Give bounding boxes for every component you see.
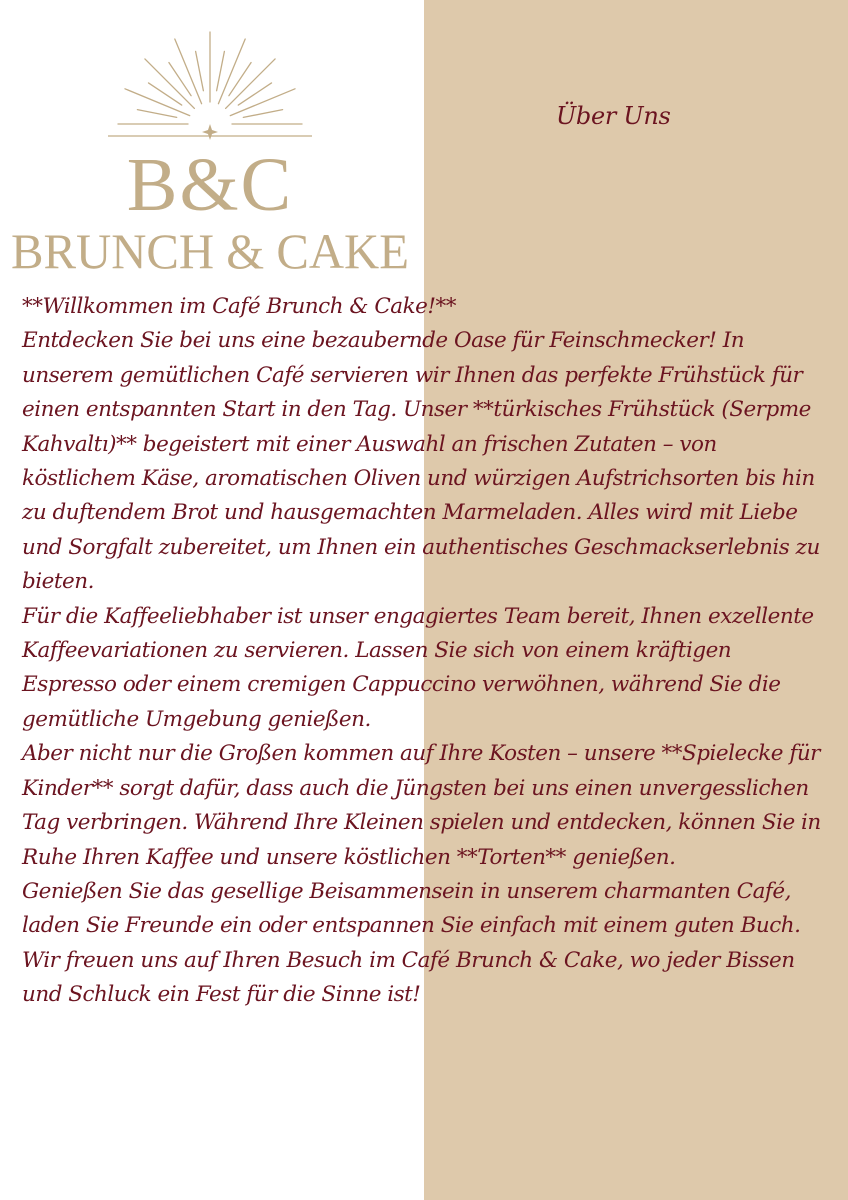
kids-paragraph: Aber nicht nur die Großen kommen auf Ihre Kosten – unsere **Spielecke für Kinder** sorgt dafür, dass auch die Jüngsten bei uns einen unvergesslichen Tag verbringen. Während Ihre Kleinen spielen und entdecken, können Sie in Ruhe Ihren Kaffee und unsere köstlichen **Torten** genießen. [22,741,821,870]
logo-graphic [0,20,420,280]
about-text [22,290,822,1013]
brunch-cake-logo [0,20,420,280]
sun-ray [125,89,190,116]
closing-paragraph: Genießen Sie das gesellige Beisammensein in unserem charmanten Café, laden Sie Freunde ein oder entspannen Sie einfach mit einem guten Buch. Wir freuen uns auf Ihren Besuch im Café Brunch & Cake, wo jeder Bissen und Schluck ein Fest für die Sinne ist! [22,878,801,1008]
sun-ray [238,83,271,105]
sun-ray [175,39,202,104]
sun-ray [196,51,204,90]
sun-ray [145,59,195,109]
sparkle-icon [202,124,218,140]
sun-ray [137,110,176,118]
welcome-paragraph: **Willkommen im Café Brunch & Cake!** [22,294,457,319]
sun-ray [229,63,251,96]
sun-ray [218,39,245,104]
page-title: Über Uns [556,102,671,130]
sun-ray [243,110,282,118]
sun-ray [217,51,225,90]
sun-ray [230,89,295,116]
sun-ray [226,59,276,109]
coffee-paragraph: Für die Kaffeeliebhaber ist unser engagiertes Team bereit, Ihnen exzellente Kaffeevariationen zu servieren. Lassen Sie sich von einem kräftigen Espresso oder einem cremigen Cappuccino verwöhnen, während Sie die gemütliche Umgebung genießen. [22,603,814,732]
sunburst-icon [118,32,302,124]
logo-monogram: B&C [126,143,294,227]
breakfast-paragraph: Entdecken Sie bei uns eine bezaubernde Oase für Feinschmecker! In unserem gemütlichen Café servieren wir Ihnen das perfekte Frühstück für einen entspannten Start in den Tag. Unser **türkisches Frühstück (Serpme Kahvaltı)** begeistert mit einer Auswahl an frischen Zutaten – von köstlichem Käse, aromatischen Oliven und würzigen Aufstrichsorten bis hin zu duftendem Brot und hausgemachten Marmeladen. Alles wird mit Liebe und Sorgfalt zubereitet, um Ihnen ein authentisches Geschmackserlebnis zu bieten. [22,328,820,595]
logo-wordmark: BRUNCH & CAKE [11,223,409,279]
sun-ray [149,83,182,105]
sun-ray [169,63,191,96]
